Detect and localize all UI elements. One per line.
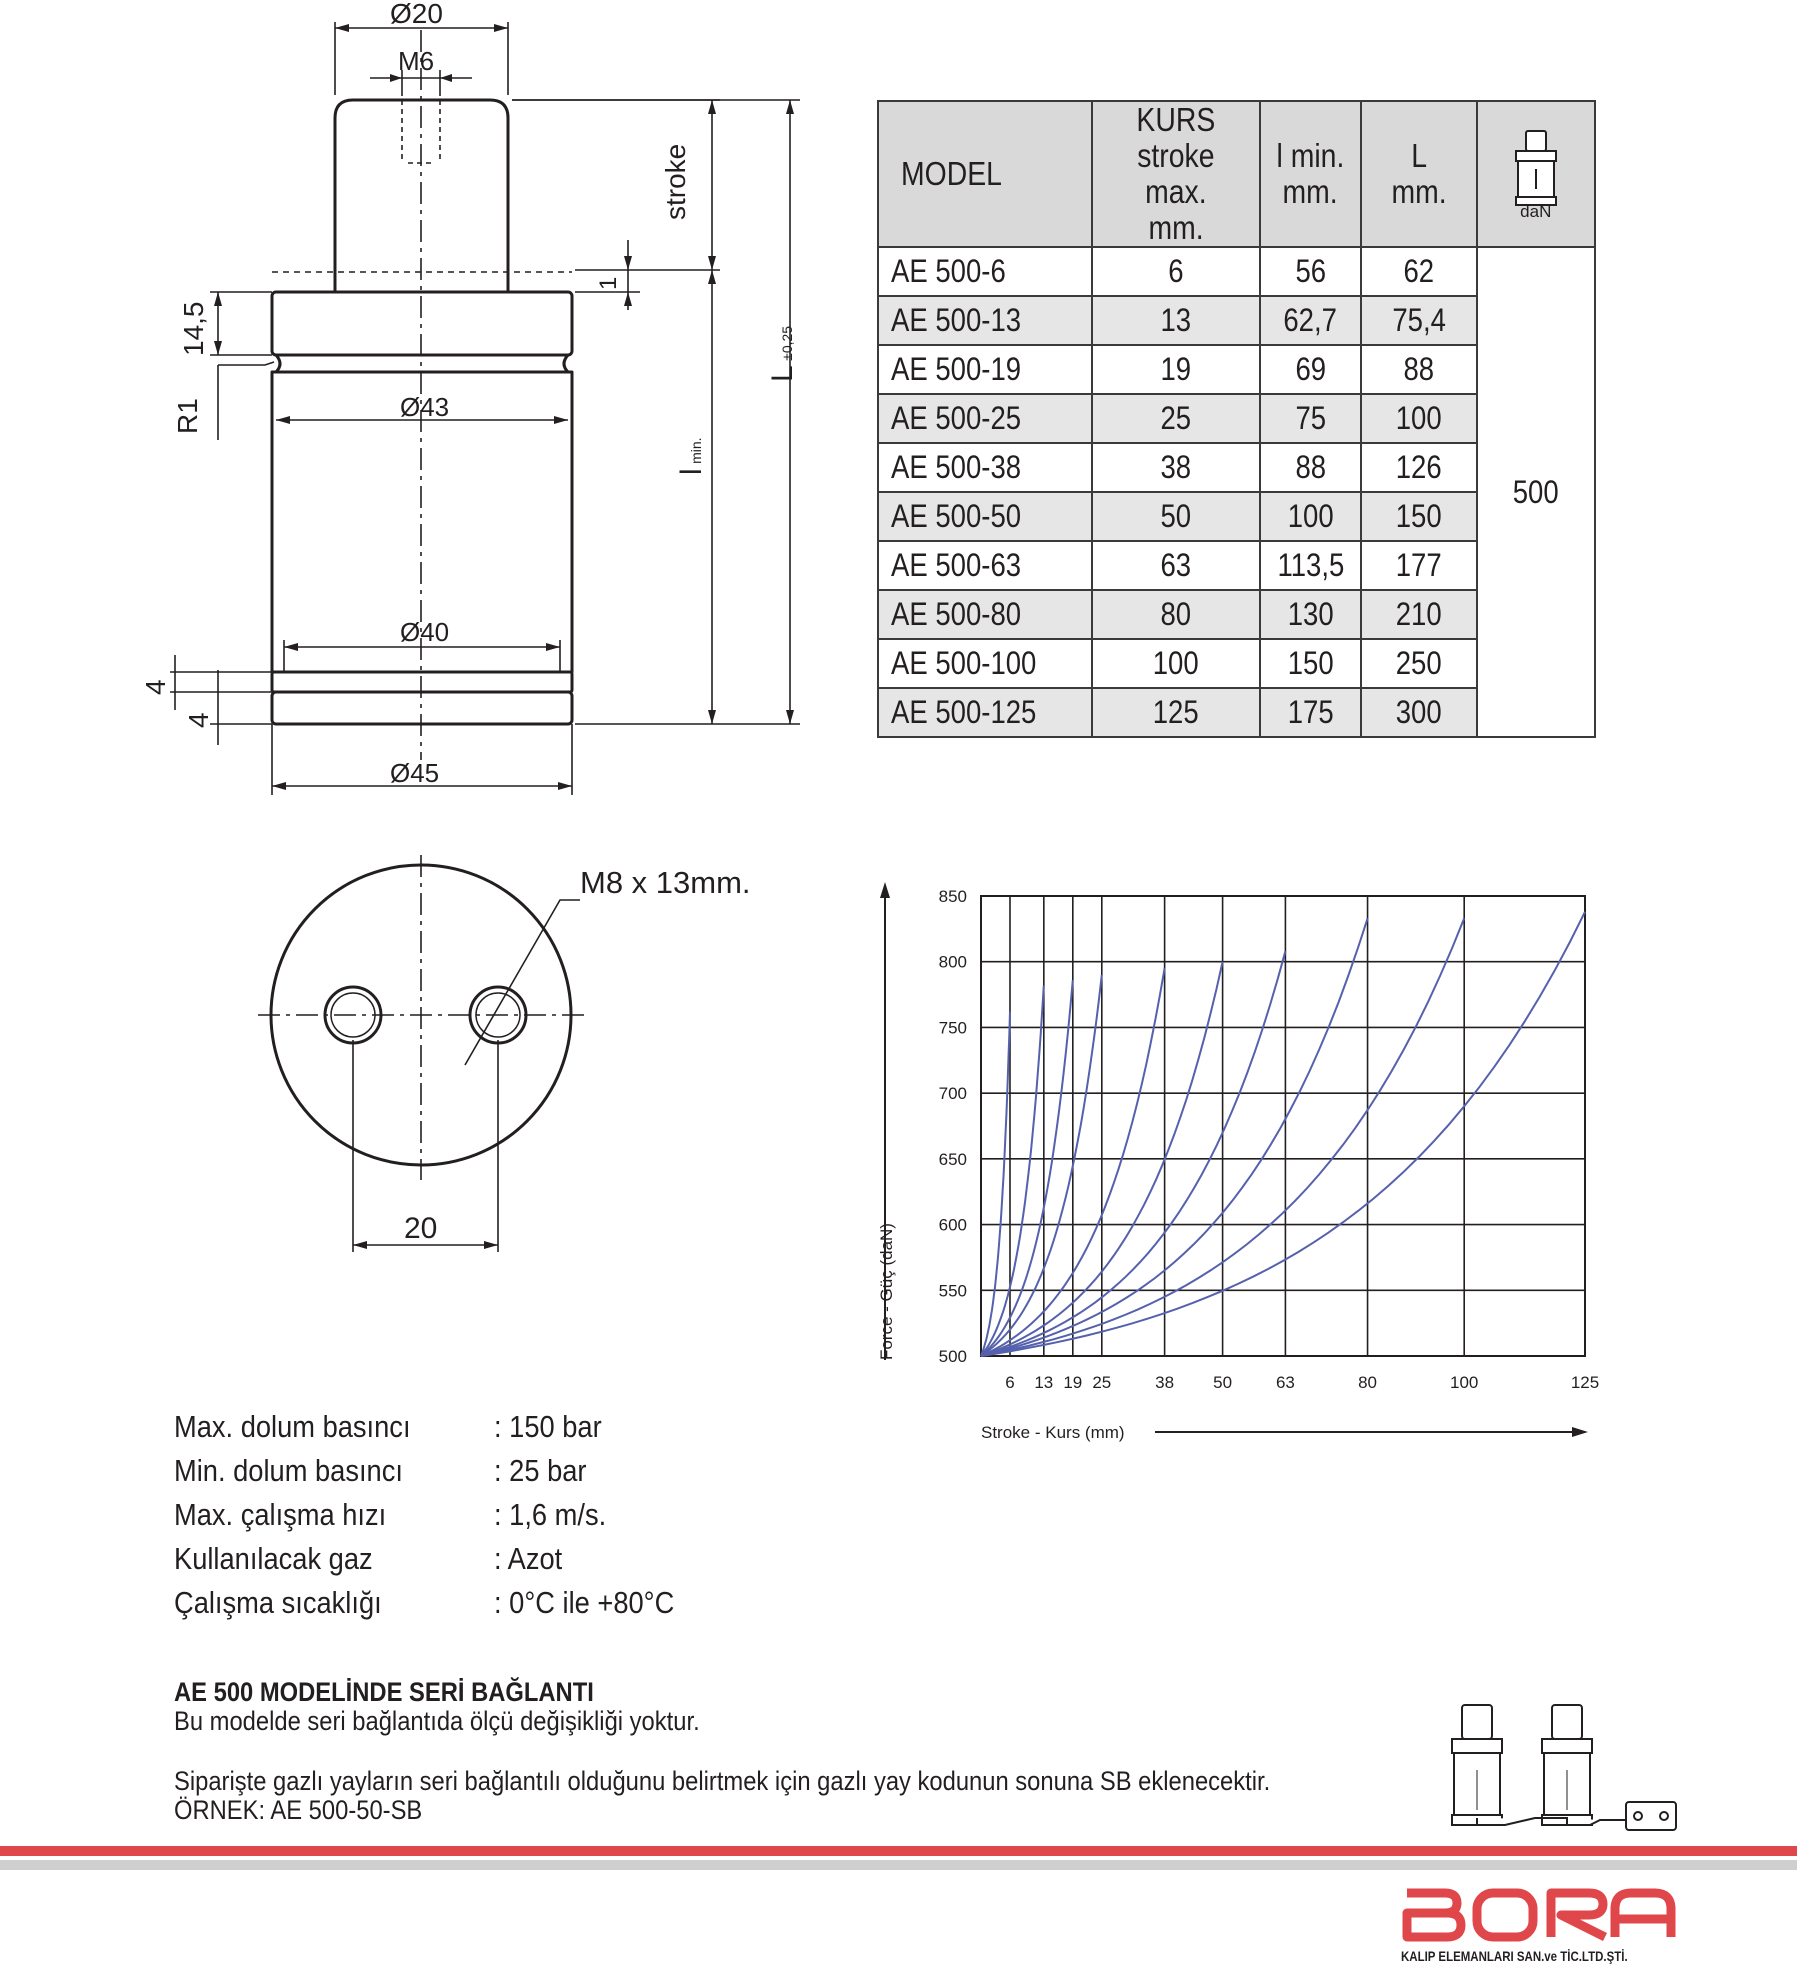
x-tick-label: 50 [1213,1373,1233,1392]
table-header-row [878,101,1595,247]
x-tick-label: 25 [1092,1373,1112,1392]
x-axis-arrowhead [1572,1427,1588,1437]
gas-spring-icon [1506,129,1566,209]
table-row: AE 500-6 6 56 62 500 [878,247,1595,296]
dim-14-5: 14,5 [178,301,209,356]
force-value-cell: 500 [1477,247,1595,737]
dim-L-tol: ±0,25 [779,325,795,361]
table-row: AE 500-19 19 69 88 [878,345,1595,394]
table-row: AE 500-38 38 88 126 [878,443,1595,492]
y-axis-arrowhead [880,882,890,898]
dim-dia-43: Ø43 [400,392,450,422]
dim-dia-20: Ø20 [390,0,443,29]
x-tick-label: 38 [1155,1373,1175,1392]
y-tick-label: 750 [938,1018,967,1038]
x-tick-label: 100 [1450,1373,1479,1392]
dim-4-upper: 4 [140,679,171,695]
footer-grey-bar [0,1860,1797,1870]
x-tick-label: 63 [1275,1373,1295,1392]
dim-dia-40: Ø40 [400,617,450,647]
header-kurs: KURS stroke max. mm. [1092,101,1260,247]
x-axis-title: Stroke - Kurs (mm) [981,1423,1125,1442]
force-stroke-chart [860,870,1620,1450]
force-unit-label: daN [1520,202,1552,221]
table-row: AE 500-125 125 175 300 [878,688,1595,737]
series-note-line1: Bu modelde seri bağlantıda ölçü değişikliği yoktur. [174,1706,700,1736]
y-tick-label: 800 [938,952,967,972]
table-row: AE 500-100 100 150 250 [878,639,1595,688]
dim-L [766,326,800,382]
series-note-line2: Siparişte gazlı yayların seri bağlantılı olduğunu belirtmek için gazlı yay kodunun sonuna SB eklenecektir. [174,1766,1271,1796]
dim-thread-m6: M6 [398,46,435,76]
force-curve-125 [981,912,1585,1356]
dim-r1: R1 [172,398,203,434]
y-tick-label: 500 [938,1347,967,1366]
force-curve-63 [981,951,1285,1356]
table-row: AE 500-50 50 100 150 [878,492,1595,541]
x-tick-label: 13 [1034,1373,1054,1392]
dim-lmin [675,437,709,475]
chart-frame [981,896,1585,1356]
series-note-line3: ÖRNEK: AE 500-50-SB [174,1795,423,1825]
x-tick-label: 125 [1570,1373,1600,1392]
table-row: AE 500-13 13 62,7 75,4 [878,296,1595,345]
dim-dia-45: Ø45 [390,758,440,788]
header-L: L mm. [1361,101,1476,247]
brand-subtitle: KALIP ELEMANLARI SAN.ve TİC.LTD.ŞTİ. [1401,1948,1628,1964]
y-tick-label: 650 [938,1149,967,1169]
y-axis-title: Force - Güç (daN) [877,1223,896,1360]
dim-4-lower: 4 [183,712,214,728]
force-curve-19 [981,980,1073,1356]
table-row: AE 500-80 80 130 210 [878,590,1595,639]
y-tick-label: 700 [938,1084,967,1104]
y-tick-label: 600 [938,1215,967,1235]
header-force [1477,101,1595,247]
hole-spacing-label: 20 [404,1212,438,1245]
dim-L-symbol: L [766,365,799,382]
model-table [877,100,1596,738]
y-tick-label: 850 [938,887,967,906]
x-tick-label: 19 [1063,1373,1083,1392]
header-lmin: l min. mm. [1260,101,1362,247]
series-note-title: AE 500 MODELİNDE SERİ BAĞLANTI [174,1677,594,1707]
table-row: AE 500-63 63 113,5 177 [878,541,1595,590]
footer-red-bar [0,1846,1797,1856]
series-connection-illustration [1440,1700,1680,1840]
x-tick-label: 80 [1358,1373,1378,1392]
dim-lmin-symbol: l [675,468,708,475]
x-tick-label: 6 [1005,1373,1015,1392]
dim-stroke: stroke [660,143,691,220]
header-model: MODEL [878,101,1092,247]
table-row: AE 500-25 25 75 100 [878,394,1595,443]
force-curve-13 [981,985,1044,1356]
thread-m8-label: M8 x 13mm. [580,865,751,900]
dim-lmin-sub: min. [688,437,704,464]
dim-1mm: 1 [595,276,622,290]
bora-logo [1401,1887,1677,1943]
y-tick-label: 550 [938,1281,967,1301]
